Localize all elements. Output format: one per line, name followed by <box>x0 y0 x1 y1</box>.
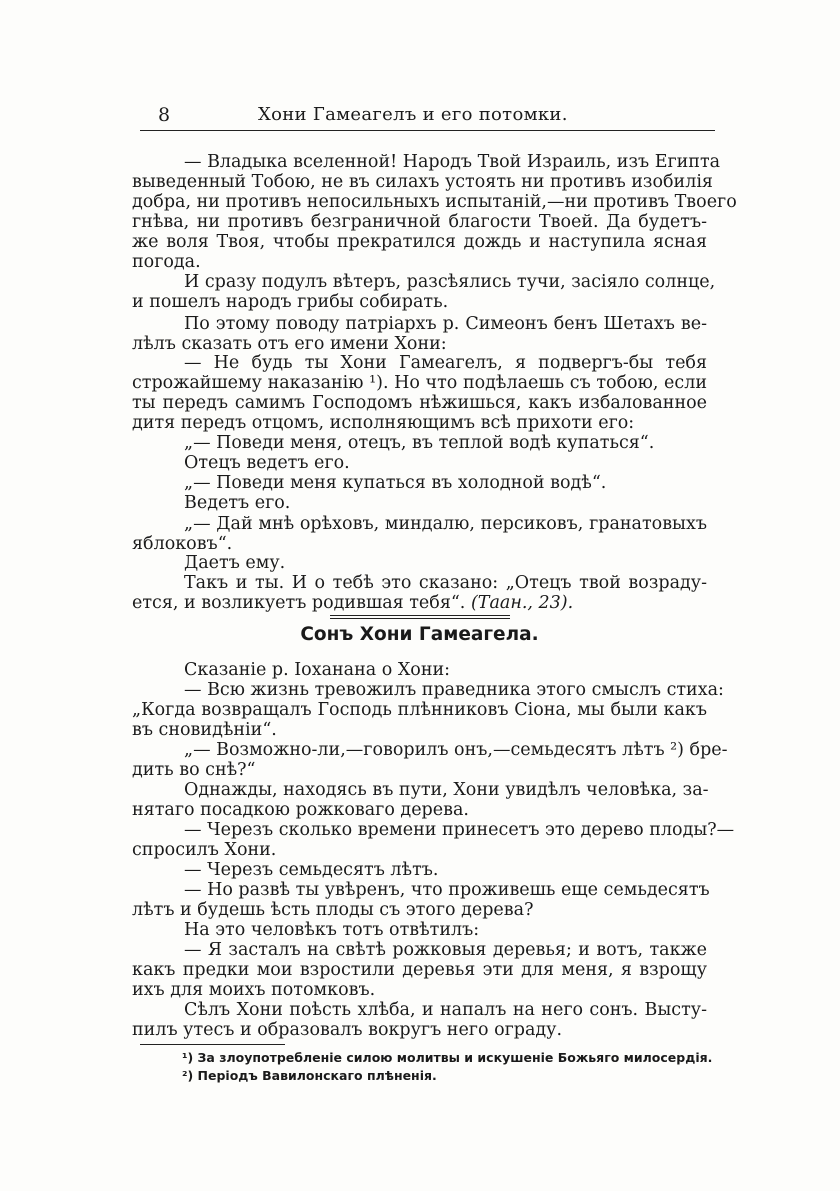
section-separator <box>330 615 510 616</box>
text-line: — Владыка вселенной! Народъ Твой Израиль, изъ Египта <box>184 152 721 172</box>
text-line: По этому поводу патріархъ р. Симеонъ бенъ Шетахъ ве- <box>184 314 707 334</box>
text-line: нятаго посадкою рожковаго дерева. <box>132 800 469 820</box>
text-line: спросилъ Хони. <box>132 840 277 860</box>
text-line: Однажды, находясь въ пути, Хони увидѣлъ человѣка, за- <box>184 780 709 800</box>
text-line: Ведетъ его. <box>184 493 291 513</box>
text-line: же воля Твоя, чтобы прекратился дождь и наступила ясная <box>132 232 707 252</box>
text-line: — Но развѣ ты увѣренъ, что проживешь еще семьдесятъ <box>184 880 710 900</box>
text-line: лѣтъ и будешь ѣсть плоды съ этого дерева? <box>132 900 534 920</box>
section-heading: Сонъ Хони Гамеагела. <box>300 624 539 645</box>
text-line: погода. <box>132 252 201 272</box>
text-line: — Я засталъ на свѣтѣ рожковыя деревья; и вотъ, также <box>184 940 707 960</box>
text-line: ихъ для моихъ потомковъ. <box>132 980 376 1000</box>
text-line: „— Дай мнѣ орѣховъ, миндалю, персиковъ, гранатовыхъ <box>184 514 707 534</box>
page-number: 8 <box>158 104 171 126</box>
text-line <box>132 593 707 613</box>
text-line: — Черезъ семьдесятъ лѣтъ. <box>184 860 439 880</box>
text-line: „— Поведи меня, отецъ, въ теплой водѣ купаться“. <box>184 433 655 453</box>
text-line: пилъ утесъ и образовалъ вокругъ него ограду. <box>132 1020 563 1040</box>
header-rule <box>140 130 715 131</box>
text-line: „Когда возвращалъ Господь плѣнниковъ Сіона, мы были какъ <box>132 700 707 720</box>
text-line: дитя передъ отцомъ, исполняющимъ всѣ прихоти его: <box>132 413 635 433</box>
text-line: И сразу подулъ вѣтеръ, разсѣялись тучи, засіяло солнце, <box>184 272 716 292</box>
text-line: какъ предки мои взростили деревья эти для меня, я взрощу <box>132 960 707 980</box>
text-line: На это человѣкъ тотъ отвѣтилъ: <box>184 920 480 940</box>
text-line: „— Возможно-ли,—говорилъ онъ,—семьдесятъ лѣтъ ²) бре- <box>184 740 728 760</box>
text-line: Такъ и ты. И о тебѣ это сказано: „Отецъ твой возраду- <box>184 573 707 593</box>
text-line: выведенный Тобою, не въ силахъ устоять ни противъ изобилія <box>132 172 713 192</box>
text-line: и пошелъ народъ грибы собирать. <box>132 292 449 312</box>
page-header <box>140 104 715 130</box>
text-line: Отецъ ведетъ его. <box>184 453 350 473</box>
footnote-rule <box>140 1044 285 1045</box>
text-line: лѣлъ сказать отъ его имени Хони: <box>132 334 447 354</box>
text-line: яблоковъ“. <box>132 534 233 554</box>
section-separator <box>330 618 510 619</box>
text-line: добра, ни противъ непосильныхъ испытаній,—ни противъ Твоего <box>132 192 737 212</box>
text-line: — Не будь ты Хони Гамеагелъ, я подвергъ-бы тебя <box>184 353 707 373</box>
text-line: — Черезъ сколько времени принесетъ это дерево плоды?— <box>184 820 735 840</box>
footnote: ²) Періодъ Вавилонскаго плѣненія. <box>182 1068 437 1083</box>
text-line: — Всю жизнь тревожилъ праведника этого смыслъ стиха: <box>184 680 724 700</box>
text-line: строжайшему наказанію ¹). Но что подѣлаешь съ тобою, если <box>132 373 707 393</box>
footnote: ¹) За злоупотребленіе силою молитвы и искушеніе Божьяго милосердія. <box>182 1050 713 1065</box>
text-line: Сказаніе р. Іоханана о Хони: <box>184 660 451 680</box>
text-line: „— Поведи меня купаться въ холодной водѣ“. <box>184 473 607 493</box>
text-line: ты передъ самимъ Господомъ нѣжишься, какъ избалованное <box>132 393 707 413</box>
text-line: гнѣва, ни противъ безграничной благости Твоей. Да будетъ- <box>132 212 707 232</box>
running-title: Хони Гамеагелъ и его потомки. <box>258 104 568 125</box>
text-line: въ сновидѣніи“. <box>132 720 277 740</box>
text-line: Даетъ ему. <box>184 553 286 573</box>
citation: (Таан., 23). <box>470 593 574 613</box>
text-line: дить во снѣ?“ <box>132 760 256 780</box>
text-line: Сѣлъ Хони поѣсть хлѣба, и напалъ на него сонъ. Высту- <box>184 1000 707 1020</box>
text-span: ется, и возликуетъ родившая тебя“. <box>132 593 466 613</box>
